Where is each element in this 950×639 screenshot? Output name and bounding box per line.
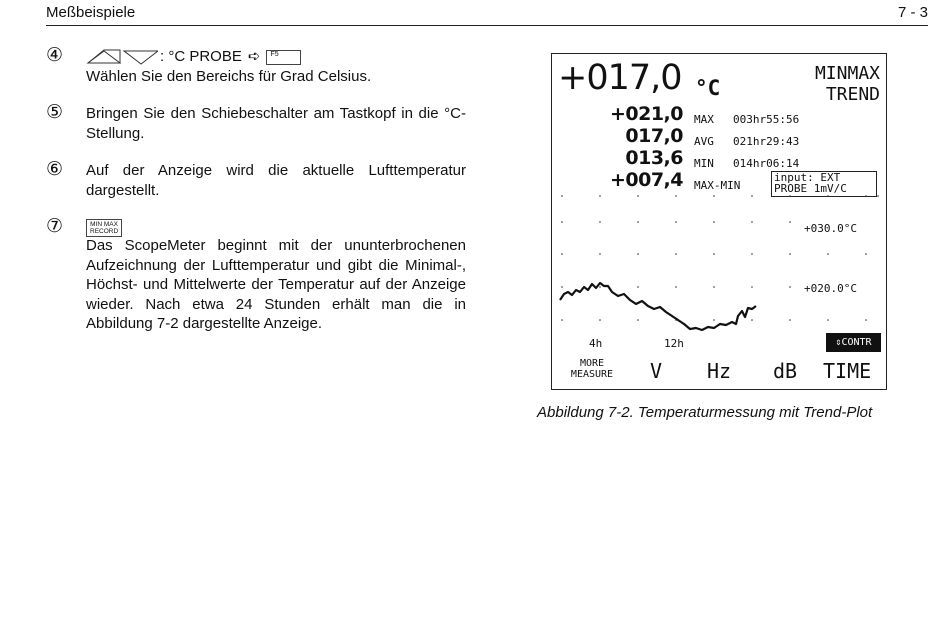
db-softkey[interactable]: dB — [773, 359, 798, 383]
trend-curve — [560, 283, 756, 330]
input-line-2: PROBE 1mV/C — [774, 182, 847, 195]
minmax-record-key-icon — [86, 219, 122, 237]
avg-value: 017,0 — [625, 125, 683, 147]
softkey-line-2: MEASURE — [570, 369, 614, 380]
step-text: Das ScopeMeter beginnt mit der ununterbrochenen Aufzeichnung der Lufttemperatur und gibt die Minimal-, Höchst- und Mittelwerte der Temperatur auf der Anzeige wieder. Nach etwa 24 Stunden erhält man die in Abbildung 7-2 dargestellte Anzeige. — [86, 237, 466, 332]
min-time: 014hr06:14 — [733, 157, 800, 170]
more-measure-softkey[interactable] — [558, 358, 626, 380]
avg-label: AVG — [694, 135, 714, 148]
main-reading: +017,0 — [558, 58, 682, 98]
hz-softkey[interactable]: Hz — [707, 359, 732, 383]
step-number: ⑥ — [46, 159, 64, 180]
maxmin-value: +007,4 — [609, 169, 683, 191]
step-5 — [46, 104, 466, 143]
page-number: 7 - 3 — [897, 4, 928, 21]
v-softkey[interactable]: V — [650, 359, 663, 383]
avg-time: 021hr29:43 — [733, 135, 800, 148]
maxmin-label: MAX-MIN — [694, 179, 741, 192]
softkey-line-1: MORE — [579, 358, 605, 369]
figure-caption: Abbildung 7-2. Temperaturmessung mit Trend-Plot — [537, 404, 873, 421]
step-number: ⑤ — [46, 102, 64, 123]
max-time: 003hr55:56 — [733, 113, 800, 126]
step-text: Wählen Sie den Bereichs für Grad Celsius. — [86, 68, 372, 85]
mode-line-1: MINMAX — [814, 63, 880, 84]
min-label: MIN — [694, 157, 714, 170]
input-line-1: input: EXT — [774, 171, 841, 184]
step-number: ⑦ — [46, 216, 64, 237]
contrast-button[interactable]: ⇕CONTR — [826, 333, 881, 352]
time-marker-4h: 4h — [589, 337, 603, 350]
key-line-1: MIN MAX — [90, 221, 118, 229]
max-label: MAX — [694, 113, 714, 126]
time-marker-12h: 12h — [664, 337, 684, 350]
max-value: +021,0 — [609, 103, 683, 125]
section-title: Meßbeispiele — [46, 4, 136, 21]
header-rule — [46, 25, 928, 26]
arrow-icon: ➪ — [247, 48, 261, 66]
min-value: 013,6 — [625, 147, 683, 169]
time-softkey[interactable]: TIME — [823, 359, 872, 383]
step-7 — [46, 218, 466, 334]
key-sequence — [86, 47, 466, 67]
step-4 — [46, 47, 466, 87]
grid-dots — [561, 195, 879, 321]
up-down-keys-icon — [86, 48, 158, 66]
scopemeter-display — [551, 53, 887, 390]
step-number: ④ — [46, 45, 64, 66]
probe-key-label: : °C PROBE — [160, 48, 242, 66]
upper-reference-label: +030.0°C — [804, 222, 857, 235]
mode-line-2: TREND — [825, 84, 880, 105]
f5-key-icon: F5 — [266, 50, 301, 65]
lower-reference-label: +020.0°C — [804, 282, 857, 295]
step-text: Auf der Anzeige wird die aktuelle Lufttemperatur dargestellt. — [86, 162, 466, 199]
step-text: Bringen Sie den Schiebeschalter am Tastkopf in die °C- Stellung. — [86, 105, 466, 142]
main-unit: °C — [695, 76, 721, 100]
step-6 — [46, 161, 466, 200]
key-line-2: RECORD — [90, 228, 119, 236]
